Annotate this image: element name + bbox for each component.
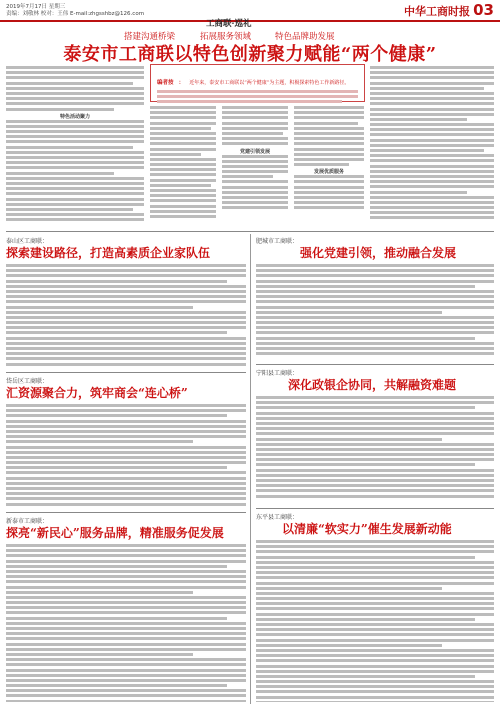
main-subhead-1: 特色活动聚力 [59,113,90,120]
editor-note-tag: 编者按 [157,80,174,86]
article-6-body [256,540,494,702]
article-3-kicker: 新泰市工商联： [6,518,49,525]
article-6-title: 以清廉“软实力”催生发展新动能 [282,522,452,536]
subhead-1: 搭建沟通桥梁 [124,32,176,42]
article-2-rule [6,512,246,513]
editor-note-box: 编者按 ： 近年来，泰安市工商联以“两个健康”为主题，积极探索特色工作新路径。 [150,64,365,102]
article-2-kicker: 岱岳区工商联： [6,378,49,385]
section-divider [6,231,494,232]
article-1-rule [6,372,246,373]
article-1-body [6,264,246,368]
article-4-body [256,264,494,360]
page-headline: 泰安市工商联以特色创新聚力赋能“两个健康” [63,44,437,65]
masthead-info [6,4,144,18]
article-1-title: 探索建设路径，打造高素质企业家队伍 [6,246,211,260]
subhead-3: 特色品牌助发展 [275,32,335,42]
article-5-kicker: 宁阳县工商联： [256,370,299,377]
article-1-kicker: 泰山区工商联： [6,238,49,245]
article-3-body [6,544,246,702]
article-4-title: 强化党建引领，推动融合发展 [300,246,457,260]
editor-note-text: 近年来，泰安市工商联以“两个健康”为主题，积极探索特色工作新路径。 [189,80,350,86]
article-2-body [6,404,246,508]
article-4-kicker: 肥城市工商联： [256,238,299,245]
article-2-title: 汇资源聚合力，筑牢商会“连心桥” [6,386,188,400]
article-5-rule [256,508,494,509]
subhead-2: 拓展服务领域 [200,32,252,42]
date-line: 2019年7月17日 星期三 [6,4,66,10]
lead-column-5 [370,66,494,228]
lead-column-2 [150,106,216,228]
article-4-rule [256,364,494,365]
lead-column-3 [222,106,288,228]
main-subhead-3: 发展优质服务 [313,169,344,176]
page-number: 03 [473,1,494,19]
newspaper-brand: 中华工商时报 [404,5,470,18]
lead-column-1 [6,66,144,228]
article-5-title: 深化政银企协同，共解融资难题 [288,378,457,392]
editor-line: 责编：刘敬林 校对：王伟 E-mail:zhgsshbz@126.com [6,11,145,17]
article-5-body [256,396,494,504]
main-subhead-2: 党建引领发展 [239,148,270,155]
lead-column-4 [294,106,364,228]
article-3-title: 探亮“新民心”服务品牌，精准服务促发展 [6,526,224,540]
article-6-kicker: 东平县工商联： [256,514,299,521]
column-divider [250,234,251,704]
page-section: 工商联·巡礼 [206,19,252,29]
